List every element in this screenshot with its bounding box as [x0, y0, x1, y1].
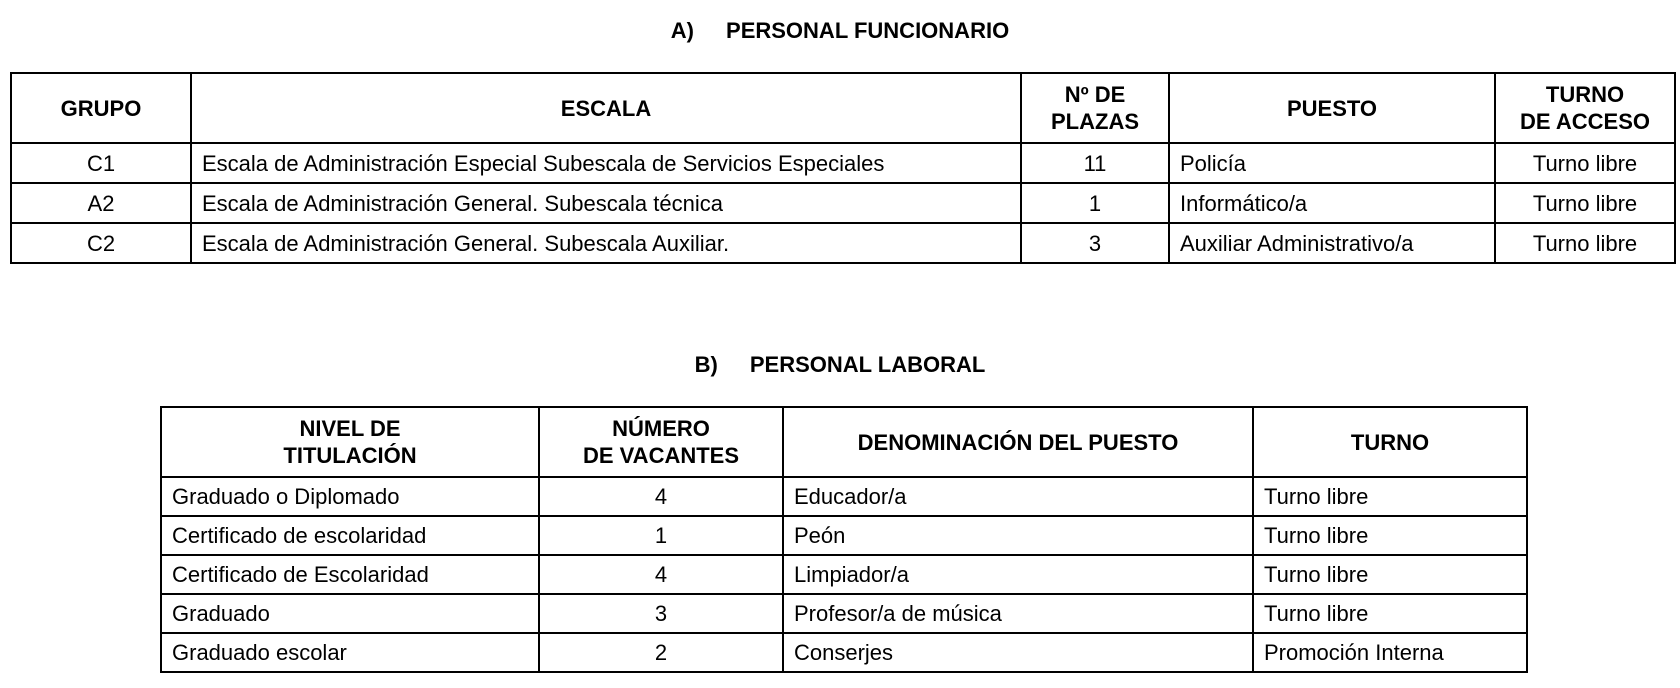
section-b-title: PERSONAL LABORAL — [749, 352, 986, 377]
table-row — [161, 594, 1527, 633]
table-header-row — [11, 73, 1675, 143]
cell-escala: Escala de Administración Especial Subescala de Servicios Especiales — [191, 143, 1021, 183]
cell-turno: Turno libre — [1495, 223, 1675, 263]
cell-vacantes: 2 — [539, 633, 783, 672]
header-plazas — [1021, 73, 1169, 143]
cell-vacantes: 4 — [539, 555, 783, 594]
cell-denominacion: Educador/a — [783, 477, 1253, 516]
cell-nivel: Graduado — [161, 594, 539, 633]
cell-turno: Turno libre — [1253, 555, 1527, 594]
cell-turno: Turno libre — [1253, 516, 1527, 555]
cell-puesto: Policía — [1169, 143, 1495, 183]
cell-nivel: Graduado escolar — [161, 633, 539, 672]
header-vacantes-line-2: DE VACANTES — [582, 443, 740, 468]
table-row — [161, 516, 1527, 555]
header-escala: ESCALA — [191, 73, 1021, 143]
section-b-letter: B) — [694, 352, 718, 377]
header-turno-line-2: DE ACCESO — [1520, 109, 1650, 134]
header-nivel-titulacion — [161, 407, 539, 477]
header-numero-vacantes — [539, 407, 783, 477]
cell-vacantes: 3 — [539, 594, 783, 633]
cell-nivel: Graduado o Diplomado — [161, 477, 539, 516]
cell-vacantes: 1 — [539, 516, 783, 555]
table-row — [161, 633, 1527, 672]
cell-puesto: Informático/a — [1169, 183, 1495, 223]
cell-turno: Turno libre — [1495, 143, 1675, 183]
table-header-row — [161, 407, 1527, 477]
cell-grupo: A2 — [11, 183, 191, 223]
section-a-heading — [0, 18, 1680, 44]
table-row — [11, 183, 1675, 223]
cell-denominacion: Conserjes — [783, 633, 1253, 672]
cell-denominacion: Limpiador/a — [783, 555, 1253, 594]
cell-plazas: 11 — [1021, 143, 1169, 183]
cell-turno: Turno libre — [1253, 594, 1527, 633]
header-turno: TURNO — [1253, 407, 1527, 477]
cell-nivel: Certificado de Escolaridad — [161, 555, 539, 594]
header-vacantes-line-1: NÚMERO — [612, 416, 710, 441]
header-turno-line-1: TURNO — [1545, 82, 1625, 107]
cell-turno: Turno libre — [1253, 477, 1527, 516]
cell-plazas: 3 — [1021, 223, 1169, 263]
section-a-title: PERSONAL FUNCIONARIO — [726, 18, 1010, 43]
cell-grupo: C1 — [11, 143, 191, 183]
table-row — [11, 143, 1675, 183]
cell-plazas: 1 — [1021, 183, 1169, 223]
header-turno-acceso — [1495, 73, 1675, 143]
cell-denominacion: Profesor/a de música — [783, 594, 1253, 633]
cell-turno: Promoción Interna — [1253, 633, 1527, 672]
cell-nivel: Certificado de escolaridad — [161, 516, 539, 555]
cell-escala: Escala de Administración General. Subescala técnica — [191, 183, 1021, 223]
section-a-letter: A) — [670, 18, 695, 43]
header-nivel-line-2: TITULACIÓN — [283, 443, 417, 468]
header-nivel-line-1: NIVEL DE — [299, 416, 401, 441]
table-row — [11, 223, 1675, 263]
cell-vacantes: 4 — [539, 477, 783, 516]
header-puesto: PUESTO — [1169, 73, 1495, 143]
cell-turno: Turno libre — [1495, 183, 1675, 223]
header-denominacion: DENOMINACIÓN DEL PUESTO — [783, 407, 1253, 477]
personal-funcionario-table — [10, 72, 1676, 264]
cell-escala: Escala de Administración General. Subescala Auxiliar. — [191, 223, 1021, 263]
cell-grupo: C2 — [11, 223, 191, 263]
header-plazas-line-2: PLAZAS — [1051, 109, 1139, 134]
table-row — [161, 477, 1527, 516]
header-plazas-line-1: Nº DE — [1064, 82, 1126, 107]
header-grupo: GRUPO — [11, 73, 191, 143]
cell-denominacion: Peón — [783, 516, 1253, 555]
personal-laboral-table — [160, 406, 1528, 673]
section-b-heading — [0, 352, 1680, 378]
cell-puesto: Auxiliar Administrativo/a — [1169, 223, 1495, 263]
table-row — [161, 555, 1527, 594]
